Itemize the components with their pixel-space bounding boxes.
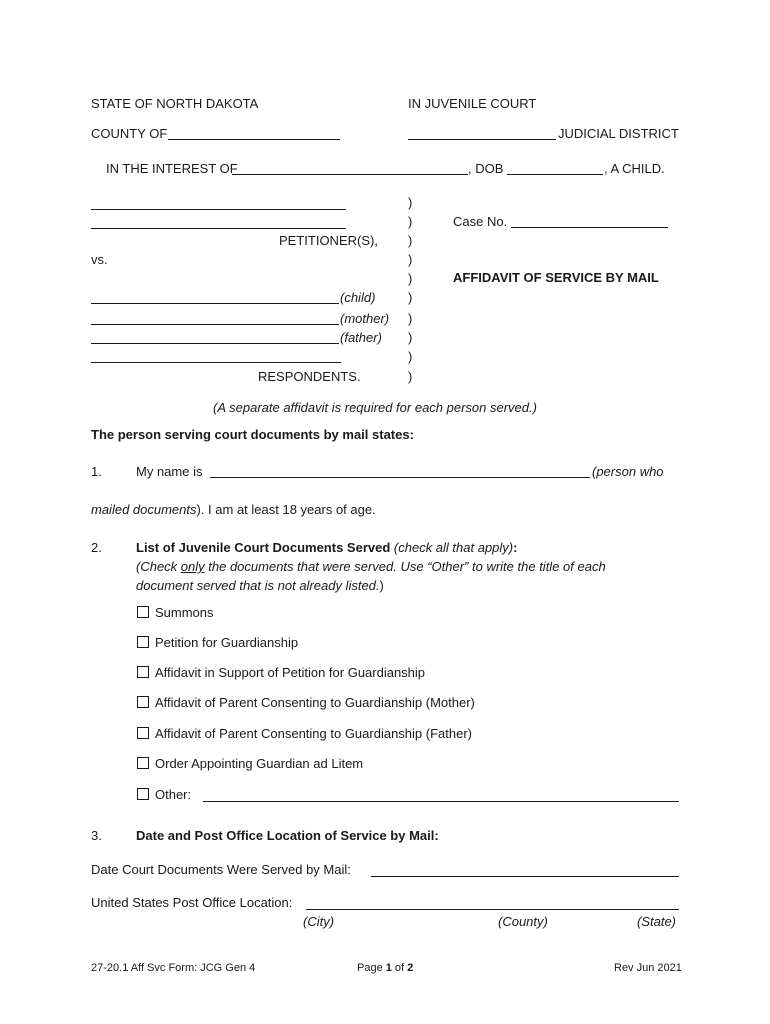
caption-paren: )	[408, 271, 413, 286]
checkbox-icon[interactable]	[137, 727, 149, 739]
checkbox-icon[interactable]	[137, 606, 149, 618]
checkbox-label: Affidavit of Parent Consenting to Guardianship (Mother)	[155, 695, 475, 710]
my-name-field[interactable]	[210, 477, 590, 478]
age-statement	[91, 502, 376, 517]
item-2-heading	[136, 540, 517, 555]
checkbox-icon[interactable]	[137, 757, 149, 769]
case-no-label: Case No.	[453, 214, 508, 229]
petitioners-label: PETITIONER(S),	[279, 233, 378, 248]
instr-a: (Check	[136, 559, 181, 574]
caption-paren: )	[408, 311, 413, 326]
item-1-number: 1.	[91, 464, 102, 479]
age-text: ). I am at least 18 years of age.	[196, 502, 376, 517]
revision-date: Rev Jun 2021	[614, 962, 682, 974]
petitioner-line-2[interactable]	[91, 228, 346, 229]
post-office-label: United States Post Office Location:	[91, 895, 293, 910]
a-child-label: , A CHILD.	[604, 161, 665, 176]
item-3-title: Date and Post Office Location of Service by Mail:	[136, 828, 439, 843]
date-served-field[interactable]	[371, 876, 679, 877]
instr-end: )	[379, 578, 384, 593]
checkbox-icon[interactable]	[137, 696, 149, 708]
other-document-field[interactable]	[203, 801, 679, 802]
county-sublabel: (County)	[498, 914, 548, 929]
post-office-field[interactable]	[306, 909, 679, 910]
instr-b: the documents that were served. Use “Other” to write the title of each	[204, 559, 606, 574]
child-name-field[interactable]	[232, 174, 468, 175]
checkbox-item-petition[interactable]	[137, 635, 298, 650]
of-word: of	[391, 962, 408, 974]
vs-label: vs.	[91, 252, 108, 267]
checkbox-item-consent-mother[interactable]	[137, 695, 475, 710]
instr-c: document served that is not already listed.	[136, 578, 380, 593]
caption-paren: )	[408, 369, 413, 384]
dob-label: , DOB	[468, 161, 504, 176]
item-2-title: List of Juvenile Court Documents Served	[136, 540, 391, 555]
checkbox-label: Petition for Guardianship	[155, 635, 299, 650]
checkbox-icon[interactable]	[137, 636, 149, 648]
state-sublabel: (State)	[637, 914, 677, 929]
other-respondent-line[interactable]	[91, 362, 341, 363]
caption-paren: )	[408, 195, 413, 210]
interest-label: IN THE INTEREST OF	[106, 161, 238, 176]
petitioner-line-1[interactable]	[91, 209, 346, 210]
father-role-label: (father)	[340, 330, 382, 345]
checkbox-icon[interactable]	[137, 666, 149, 678]
county-label: COUNTY OF	[91, 126, 168, 141]
court-heading: IN JUVENILE COURT	[408, 96, 537, 111]
my-name-label: My name is	[136, 464, 203, 479]
checkbox-label: Other:	[155, 787, 192, 802]
child-role-label: (child)	[340, 290, 376, 305]
respondents-label: RESPONDENTS.	[258, 369, 361, 384]
state-heading: STATE OF NORTH DAKOTA	[91, 96, 259, 111]
district-label: JUDICIAL DISTRICT	[558, 126, 679, 141]
case-no-field[interactable]	[511, 227, 668, 228]
document-title: AFFIDAVIT OF SERVICE BY MAIL	[453, 270, 659, 285]
dob-field[interactable]	[507, 174, 603, 175]
checkbox-label: Summons	[155, 605, 214, 620]
person-who-label: (person who	[592, 464, 664, 479]
checkbox-icon[interactable]	[137, 788, 149, 800]
check-all-note: (check all that apply)	[393, 540, 514, 555]
item-3-number: 3.	[91, 828, 102, 843]
caption-paren: )	[408, 290, 413, 305]
page-number: 1	[385, 962, 392, 974]
form-number: 27-20.1 Aff Svc Form: JCG Gen 4	[91, 962, 256, 974]
mother-role-label: (mother)	[340, 311, 390, 326]
caption-paren: )	[408, 252, 413, 267]
checkbox-item-affidavit-support[interactable]	[137, 665, 425, 680]
checkbox-item-other[interactable]	[137, 787, 191, 802]
checkbox-label: Affidavit of Parent Consenting to Guardianship (Father)	[155, 726, 472, 741]
county-field[interactable]	[168, 139, 340, 140]
checkbox-label: Order Appointing Guardian ad Litem	[155, 756, 364, 771]
father-respondent-line[interactable]	[91, 343, 339, 344]
instr-only: only	[180, 559, 205, 574]
checkbox-label: Affidavit in Support of Petition for Guardianship	[155, 665, 426, 680]
caption-paren: )	[408, 330, 413, 345]
page-word: Page	[357, 962, 386, 974]
separate-affidavit-note: (A separate affidavit is required for each person served.)	[213, 400, 537, 415]
caption-paren: )	[408, 233, 413, 248]
checkbox-item-summons[interactable]	[137, 605, 214, 620]
checkbox-item-order-gal[interactable]	[137, 756, 363, 771]
page-total: 2	[407, 962, 414, 974]
child-respondent-line[interactable]	[91, 303, 339, 304]
page-indicator	[357, 962, 413, 974]
district-field[interactable]	[408, 139, 556, 140]
intro-statement: The person serving court documents by mail states:	[91, 427, 414, 442]
item-2-colon: :	[513, 540, 518, 555]
item-2-instructions	[136, 559, 606, 574]
item-2-instructions-cont	[136, 578, 384, 593]
mailed-documents-text: mailed documents	[91, 502, 197, 517]
checkbox-item-consent-father[interactable]	[137, 726, 472, 741]
item-2-number: 2.	[91, 540, 102, 555]
caption-paren: )	[408, 214, 413, 229]
date-served-label: Date Court Documents Were Served by Mail:	[91, 862, 351, 877]
caption-paren: )	[408, 349, 413, 364]
city-label: (City)	[303, 914, 335, 929]
mother-respondent-line[interactable]	[91, 324, 339, 325]
